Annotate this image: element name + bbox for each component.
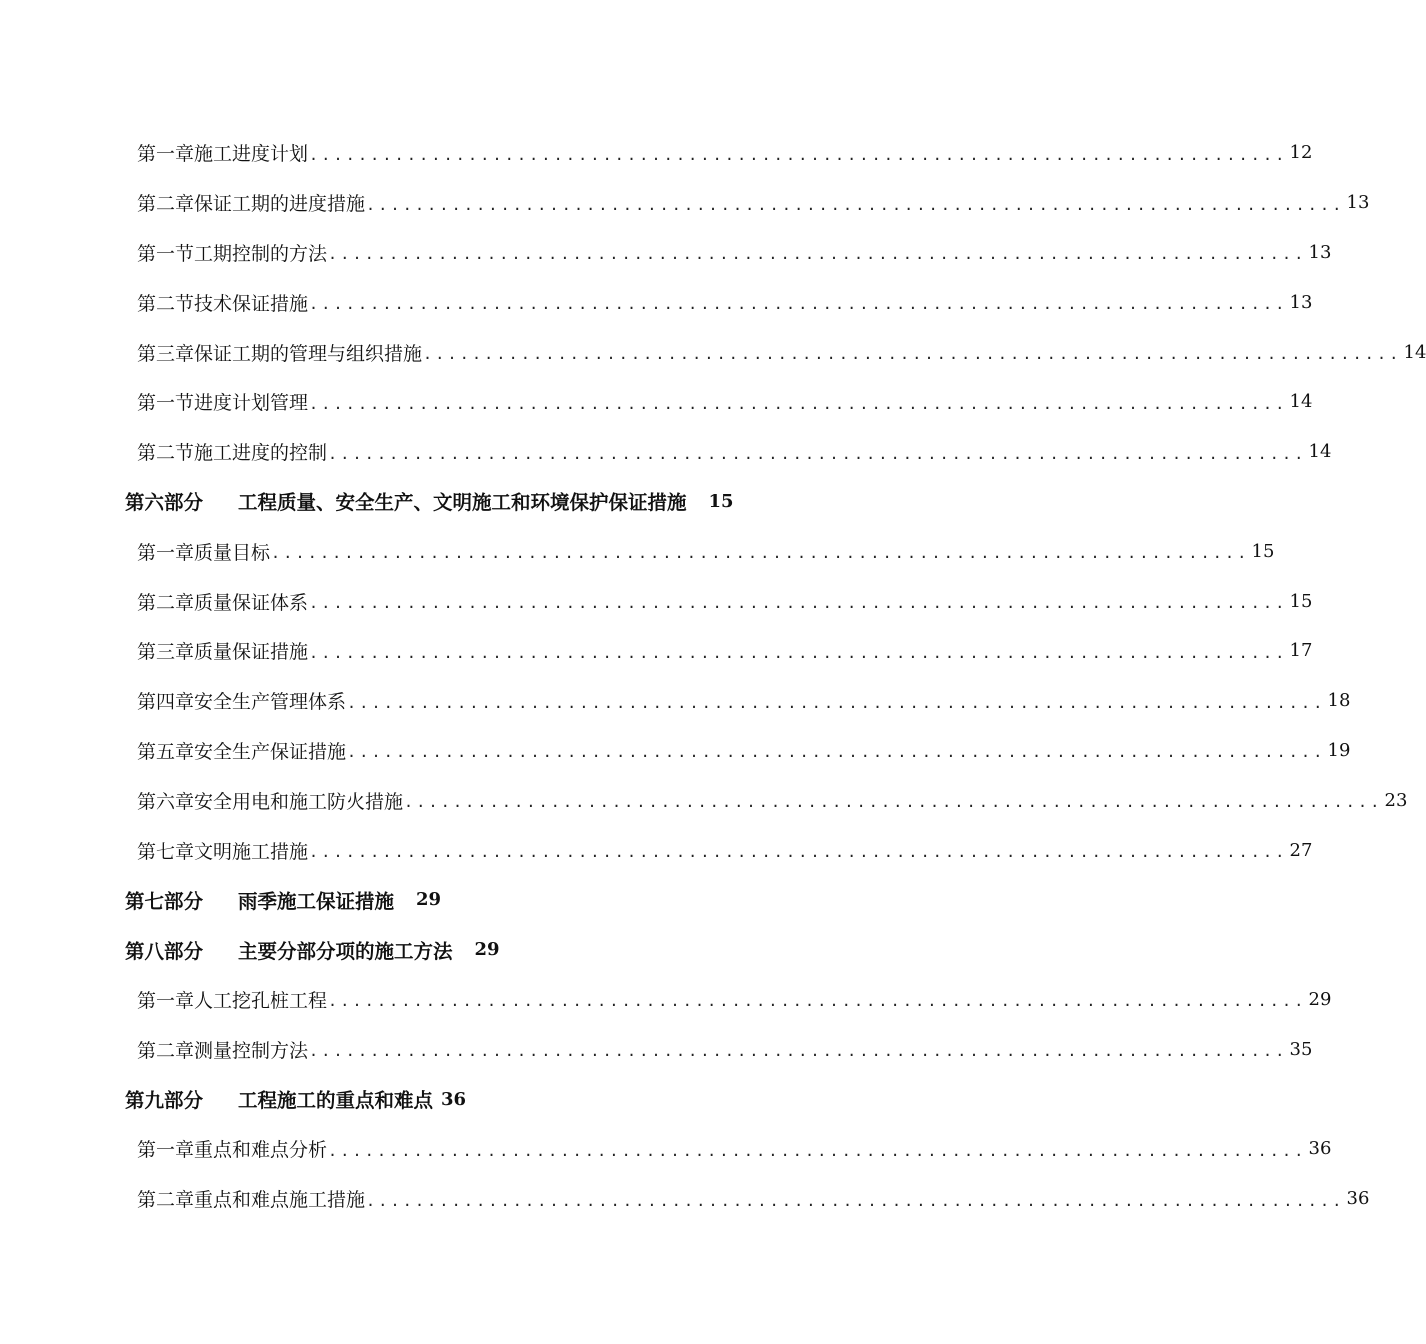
toc-entry-page-number: 29 [1308, 988, 1332, 1010]
toc-entry-title: 人工挖孔桩工程 [194, 989, 328, 1012]
toc-dot-leader: ................................................................................ [271, 544, 1250, 563]
toc-entry-title: 安全生产管理体系 [194, 691, 347, 714]
toc-dot-leader: ................................................................................ [309, 394, 1288, 413]
toc-entry-number: 第七部分 [125, 889, 204, 913]
toc-dot-leader: ................................................................................ [404, 793, 1383, 812]
toc-dot-leader: ................................................................................ [423, 344, 1402, 363]
toc-entry-title: 工期控制的方法 [194, 242, 328, 265]
toc-entry-page-number: 29 [474, 939, 500, 961]
toc-entry-page-number: 23 [1384, 789, 1408, 811]
toc-entry-number: 第七章 [137, 840, 195, 863]
toc-chapter-entry[interactable] [0, 1124, 1332, 1174]
toc-entry-number: 第一章 [137, 541, 195, 564]
toc-dot-leader: ................................................................................ [347, 693, 1326, 712]
toc-entry-title: 重点和难点分析 [194, 1139, 328, 1162]
toc-entry-number: 第二章 [137, 1189, 195, 1212]
toc-chapter-entry[interactable] [0, 1174, 1370, 1224]
toc-entry-page-number: 36 [441, 1088, 467, 1110]
toc-entry-number: 第二节 [137, 442, 195, 465]
toc-entry-page-number: 19 [1327, 739, 1351, 761]
toc-entry-number: 第一章 [137, 143, 195, 166]
toc-entry-page-number: 15 [1289, 590, 1313, 612]
toc-dot-leader: ................................................................................ [309, 295, 1288, 314]
toc-dot-leader: ................................................................................ [366, 195, 1345, 214]
toc-entry-number: 第一节 [137, 392, 195, 415]
toc-dot-leader: ................................................................................ [309, 593, 1288, 612]
toc-chapter-entry[interactable] [0, 377, 1313, 427]
toc-entry-number: 第六章 [137, 790, 195, 813]
toc-entry-number: 第二章 [137, 591, 195, 614]
toc-chapter-entry[interactable] [0, 726, 1351, 776]
toc-entry-number: 第二章 [137, 1039, 195, 1062]
toc-entry-number: 第二节 [137, 292, 195, 315]
table-of-contents [0, 128, 1426, 1224]
toc-entry-title: 测量控制方法 [194, 1039, 309, 1062]
toc-entry-page-number: 36 [1308, 1138, 1332, 1160]
toc-chapter-entry[interactable] [0, 178, 1370, 228]
toc-entry-page-number: 15 [1251, 540, 1275, 562]
toc-entry-title: 保证工期的进度措施 [194, 193, 366, 216]
toc-entry-title: 工程质量、安全生产、文明施工和环境保护保证措施 [238, 491, 687, 515]
toc-entry-page-number: 13 [1308, 241, 1332, 263]
toc-entry-number: 第四章 [137, 691, 195, 714]
toc-entry-title: 工程施工的重点和难点 [238, 1089, 434, 1113]
toc-entry-title: 保证工期的管理与组织措施 [194, 342, 423, 365]
toc-entry-number: 第一章 [137, 989, 195, 1012]
toc-entry-title: 安全用电和施工防火措施 [194, 790, 404, 813]
toc-chapter-entry[interactable] [0, 277, 1313, 327]
toc-dot-leader: ................................................................................ [309, 643, 1288, 662]
toc-dot-leader: ................................................................................ [328, 992, 1307, 1011]
toc-entry-title: 主要分部分项的施工方法 [238, 939, 453, 963]
toc-entry-number: 第三章 [137, 641, 195, 664]
toc-chapter-entry[interactable] [0, 975, 1332, 1025]
toc-chapter-entry[interactable] [0, 626, 1313, 676]
toc-entry-number: 第六部分 [125, 491, 204, 515]
toc-entry-page-number: 13 [1289, 291, 1313, 313]
toc-entry-page-number: 14 [1289, 391, 1313, 413]
toc-entry-page-number: 14 [1308, 441, 1332, 463]
toc-dot-leader: ................................................................................ [309, 145, 1288, 164]
toc-entry-number: 第一节 [137, 242, 195, 265]
toc-entry-page-number: 29 [416, 889, 442, 911]
toc-dot-leader: ................................................................................ [328, 245, 1307, 264]
toc-part-entry[interactable] [0, 925, 950, 975]
toc-dot-leader: ................................................................................ [309, 1042, 1288, 1061]
toc-entry-number: 第五章 [137, 740, 195, 763]
toc-chapter-entry[interactable] [0, 825, 1313, 875]
toc-chapter-entry[interactable] [0, 228, 1332, 278]
toc-dot-leader: ................................................................................ [347, 743, 1326, 762]
toc-entry-title: 质量保证体系 [194, 591, 309, 614]
toc-part-entry[interactable] [0, 875, 950, 925]
toc-entry-number: 第八部分 [125, 939, 204, 963]
toc-chapter-entry[interactable] [0, 1024, 1313, 1074]
toc-entry-page-number: 36 [1346, 1188, 1370, 1210]
toc-entry-title: 雨季施工保证措施 [238, 889, 395, 913]
toc-entry-number: 第二章 [137, 193, 195, 216]
toc-entry-title: 安全生产保证措施 [194, 740, 347, 763]
toc-dot-leader: ................................................................................ [309, 842, 1288, 861]
toc-entry-title: 进度计划管理 [194, 392, 309, 415]
toc-chapter-entry[interactable] [0, 327, 1426, 377]
toc-entry-page-number: 35 [1289, 1038, 1313, 1060]
toc-entry-page-number: 12 [1289, 142, 1313, 164]
toc-entry-title: 施工进度计划 [194, 143, 309, 166]
toc-chapter-entry[interactable] [0, 427, 1332, 477]
toc-entry-page-number: 17 [1289, 640, 1313, 662]
toc-entry-title: 重点和难点施工措施 [194, 1189, 366, 1212]
toc-dot-leader: ................................................................................ [328, 1141, 1307, 1160]
toc-entry-page-number: 14 [1403, 341, 1426, 363]
toc-entry-number: 第一章 [137, 1139, 195, 1162]
toc-part-entry[interactable] [0, 477, 950, 527]
toc-entry-title: 施工进度的控制 [194, 442, 328, 465]
toc-chapter-entry[interactable] [0, 526, 1275, 576]
toc-entry-number: 第九部分 [125, 1089, 204, 1113]
toc-entry-title: 质量保证措施 [194, 641, 309, 664]
toc-entry-title: 质量目标 [194, 541, 271, 564]
toc-entry-page-number: 13 [1346, 192, 1370, 214]
toc-chapter-entry[interactable] [0, 775, 1408, 825]
toc-dot-leader: ................................................................................ [328, 444, 1307, 463]
toc-entry-page-number: 15 [708, 490, 734, 512]
toc-entry-page-number: 27 [1289, 839, 1313, 861]
toc-entry-number: 第三章 [137, 342, 195, 365]
toc-entry-page-number: 18 [1327, 690, 1351, 712]
toc-dot-leader: ................................................................................ [366, 1191, 1345, 1210]
toc-part-entry[interactable] [0, 1074, 950, 1124]
toc-entry-title: 技术保证措施 [194, 292, 309, 315]
toc-chapter-entry[interactable] [0, 576, 1313, 626]
toc-chapter-entry[interactable] [0, 128, 1313, 178]
toc-chapter-entry[interactable] [0, 676, 1351, 726]
toc-entry-title: 文明施工措施 [194, 840, 309, 863]
